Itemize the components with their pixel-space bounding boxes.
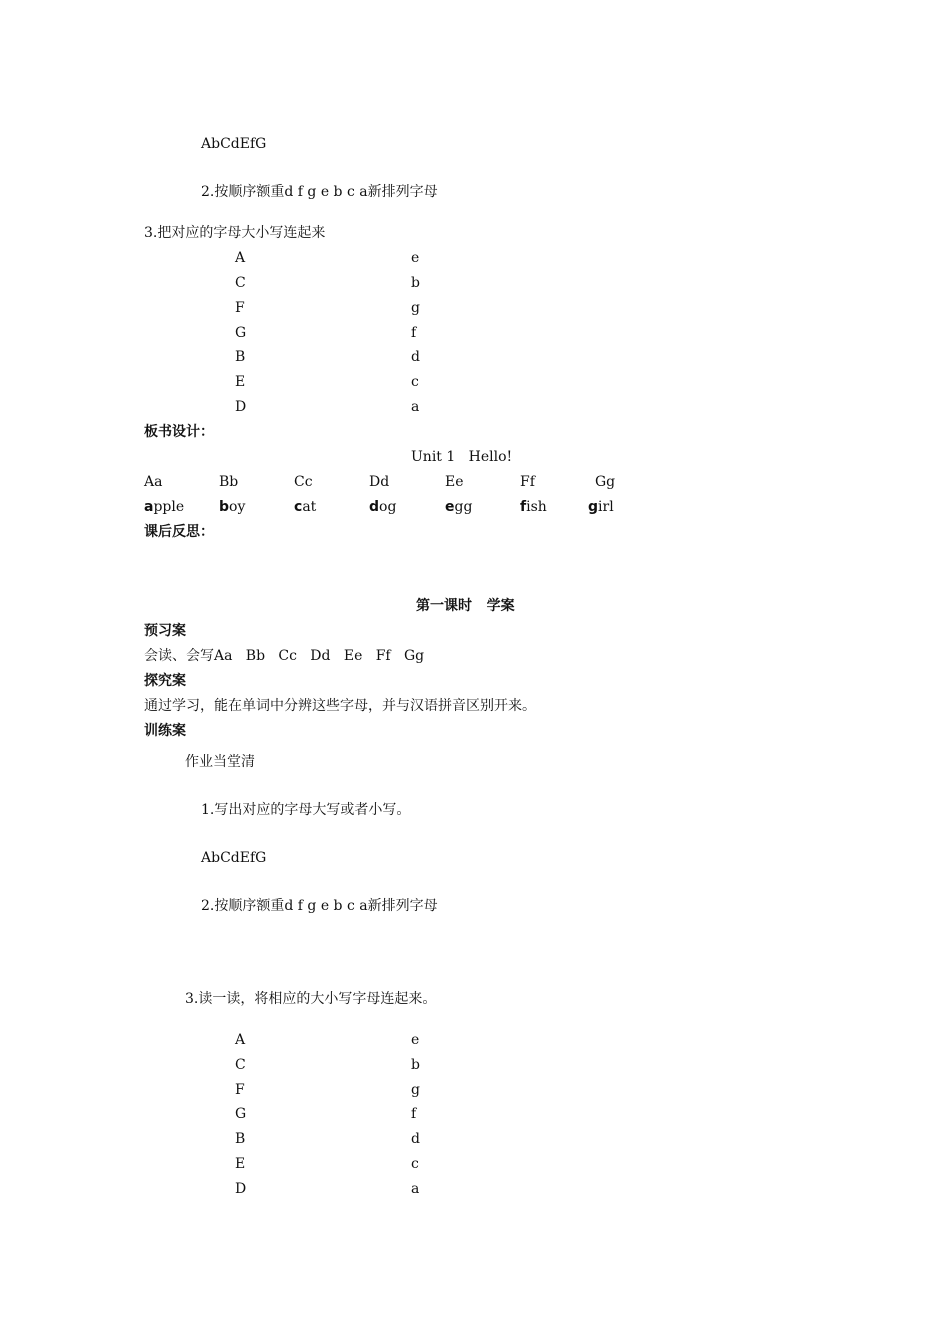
board-word: apple xyxy=(144,499,185,515)
board-word: dog xyxy=(369,499,397,515)
right-letter: b xyxy=(411,275,420,291)
board-word: girl xyxy=(588,499,614,515)
left-letter: E xyxy=(235,374,246,390)
right-letter: a xyxy=(411,399,420,415)
lesson-title: 第一课时 学案 xyxy=(416,598,515,614)
right-letter: d xyxy=(411,1131,420,1147)
board-letter: Gg xyxy=(595,474,616,490)
right-letter: g xyxy=(411,1082,420,1098)
letters-line: AbCdEfG xyxy=(201,850,267,866)
left-letter: F xyxy=(235,1082,245,1098)
board-word: cat xyxy=(294,499,317,515)
question-1: 1.写出对应的字母大写或者小写。 xyxy=(201,802,411,818)
right-letter: g xyxy=(411,300,420,316)
board-word: boy xyxy=(219,499,246,515)
left-letter: B xyxy=(235,349,246,365)
left-letter: C xyxy=(235,275,246,291)
left-letter: C xyxy=(235,1057,246,1073)
right-letter: c xyxy=(411,1156,419,1172)
board-letter: Dd xyxy=(369,474,390,490)
board-letter: Aa xyxy=(144,474,163,490)
board-letter: Ff xyxy=(520,474,535,490)
question-2: 2.按顺序额重d f g e b c a新排列字母 xyxy=(201,898,438,914)
right-letter: b xyxy=(411,1057,420,1073)
match-question: 3.把对应的字母大小写连起来 xyxy=(144,225,326,241)
homework-text: 作业当堂清 xyxy=(185,754,255,770)
right-letter: d xyxy=(411,349,420,365)
right-letter: f xyxy=(411,1106,417,1122)
board-word: fish xyxy=(520,499,547,515)
left-letter: D xyxy=(235,1181,247,1197)
board-letter: Ee xyxy=(445,474,464,490)
right-letter: c xyxy=(411,374,419,390)
preview-heading: 预习案 xyxy=(144,623,186,639)
reflection-heading: 课后反思： xyxy=(144,524,214,540)
right-letter: e xyxy=(411,1032,420,1048)
right-letter: a xyxy=(411,1181,420,1197)
explore-heading: 探究案 xyxy=(144,673,186,689)
left-letter: F xyxy=(235,300,245,316)
unit-title: Unit 1 Hello! xyxy=(411,449,513,465)
left-letter: E xyxy=(235,1156,246,1172)
board-letter: Bb xyxy=(219,474,239,490)
reorder-question: 2.按顺序额重d f g e b c a新排列字母 xyxy=(201,184,438,200)
question-3: 3.读一读，将相应的大小写字母连起来。 xyxy=(185,991,437,1007)
left-letter: A xyxy=(235,1032,246,1048)
right-letter: e xyxy=(411,250,420,266)
letters-line: AbCdEfG xyxy=(201,136,267,152)
left-letter: D xyxy=(235,399,247,415)
left-letter: B xyxy=(235,1131,246,1147)
left-letter: G xyxy=(235,325,247,341)
left-letter: A xyxy=(235,250,246,266)
board-letter: Cc xyxy=(294,474,313,490)
board-word: egg xyxy=(445,499,473,515)
practice-heading: 训练案 xyxy=(144,723,186,739)
board-heading: 板书设计： xyxy=(144,424,214,440)
preview-text: 会读、会写Aa Bb Cc Dd Ee Ff Gg xyxy=(144,648,425,664)
left-letter: G xyxy=(235,1106,247,1122)
explore-text: 通过学习，能在单词中分辨这些字母，并与汉语拼音区别开来。 xyxy=(144,698,536,714)
right-letter: f xyxy=(411,325,417,341)
